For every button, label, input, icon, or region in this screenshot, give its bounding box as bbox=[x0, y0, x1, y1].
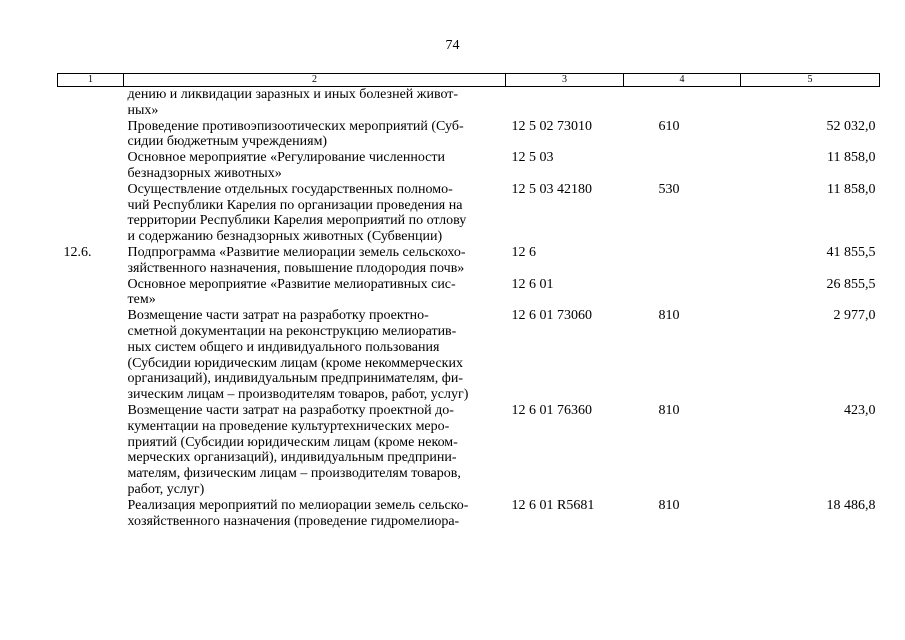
row-expense-type: 530 bbox=[658, 181, 680, 197]
row-expense-type bbox=[624, 277, 741, 309]
row-code: 12 5 03 42180 bbox=[511, 181, 592, 197]
table-row bbox=[58, 119, 880, 151]
row-amount: 52 032,0 bbox=[826, 118, 876, 134]
row-code: 12 5 03 bbox=[511, 150, 554, 166]
row-name: Основное мероприятие «Регулирование численности безнадзорных животных» bbox=[127, 150, 445, 181]
row-code: 12 6 01 bbox=[511, 276, 554, 292]
row-expense-type bbox=[624, 245, 741, 277]
row-code: 12 6 bbox=[511, 244, 536, 260]
header-col-5: 5 bbox=[741, 74, 880, 87]
row-number bbox=[58, 403, 124, 498]
row-name: Осуществление отдельных государственных полномо- чий Республики Карелия по организации проведения на территории Республики Карелия мероприятий по отлову и содержанию безнадзорных животных (Субвенции) bbox=[127, 181, 467, 245]
table-row bbox=[58, 403, 880, 498]
row-number bbox=[58, 150, 124, 182]
row-code: 12 5 02 73010 bbox=[511, 118, 592, 134]
row-expense-type: 610 bbox=[658, 118, 680, 134]
row-name: Возмещение части затрат на разработку проектной до- кументации на проведение культуртехнических меро- приятий (Субсидии юридическим лицам (кроме неком- мерческих организаций), индивидуальным предприни- мателям, физическим лицам – производителям товаров, работ, услуг) bbox=[127, 402, 461, 497]
row-code: 12 6 01 76360 bbox=[511, 402, 592, 418]
header-row bbox=[58, 74, 880, 87]
row-name: Реализация мероприятий по мелиорации земель сельско- хозяйственного назначения (проведение гидромелиора- bbox=[127, 497, 469, 529]
row-name: дению и ликвидации заразных и иных болезней живот- ных» bbox=[127, 87, 459, 118]
table-row bbox=[58, 150, 880, 182]
row-amount: 11 858,0 bbox=[827, 150, 876, 166]
row-amount: 11 858,0 bbox=[827, 181, 876, 197]
row-expense-type: 810 bbox=[658, 497, 680, 513]
row-name: Подпрограмма «Развитие мелиорации земель сельскохо- зяйственного назначения, повышение плодородия почв» bbox=[127, 244, 466, 276]
table-body bbox=[58, 87, 880, 530]
row-name: Возмещение части затрат на разработку проектно- сметной документации на реконструкцию мелиоратив- ных систем общего и индивидуального пользования (Субсидии юридическим лицам (кроме некоммерческих организаций), индивидуальным предпринимателям, фи- зическим лицам – производителям товаров, работ, услуг) bbox=[127, 308, 469, 403]
row-expense-type bbox=[624, 87, 741, 119]
row-amount: 26 855,5 bbox=[826, 276, 876, 292]
header-col-4: 4 bbox=[624, 74, 741, 87]
row-number bbox=[58, 87, 124, 119]
row-number bbox=[58, 498, 124, 530]
row-name: Проведение противоэпизоотических мероприятий (Суб- сидии бюджетным учреждениям) bbox=[127, 118, 464, 150]
row-amount: 18 486,8 bbox=[826, 497, 876, 513]
row-number bbox=[58, 182, 124, 245]
row-number bbox=[58, 119, 124, 151]
row-name: Основное мероприятие «Развитие мелиоративных сис- тем» bbox=[127, 276, 456, 308]
budget-table bbox=[57, 73, 880, 529]
row-code bbox=[506, 87, 624, 119]
row-amount bbox=[741, 87, 880, 119]
row-expense-type: 810 bbox=[658, 402, 680, 418]
row-number bbox=[58, 277, 124, 309]
row-amount: 423,0 bbox=[844, 402, 876, 418]
table-row bbox=[58, 277, 880, 309]
table-row bbox=[58, 182, 880, 245]
row-number: 12.6. bbox=[63, 244, 92, 260]
table-row bbox=[58, 498, 880, 530]
row-amount: 41 855,5 bbox=[826, 244, 876, 260]
row-number bbox=[58, 308, 124, 403]
row-code: 12 6 01 R5681 bbox=[511, 497, 595, 513]
header-col-3: 3 bbox=[506, 74, 624, 87]
table-row bbox=[58, 245, 880, 277]
row-expense-type bbox=[624, 150, 741, 182]
table-row bbox=[58, 308, 880, 403]
page-number: 74 bbox=[445, 38, 460, 53]
row-expense-type: 810 bbox=[658, 308, 680, 324]
row-amount: 2 977,0 bbox=[833, 308, 876, 324]
table-header bbox=[58, 74, 880, 87]
header-col-2: 2 bbox=[124, 74, 506, 87]
row-code: 12 6 01 73060 bbox=[511, 308, 592, 324]
header-col-1: 1 bbox=[58, 74, 124, 87]
table-row bbox=[58, 87, 880, 119]
